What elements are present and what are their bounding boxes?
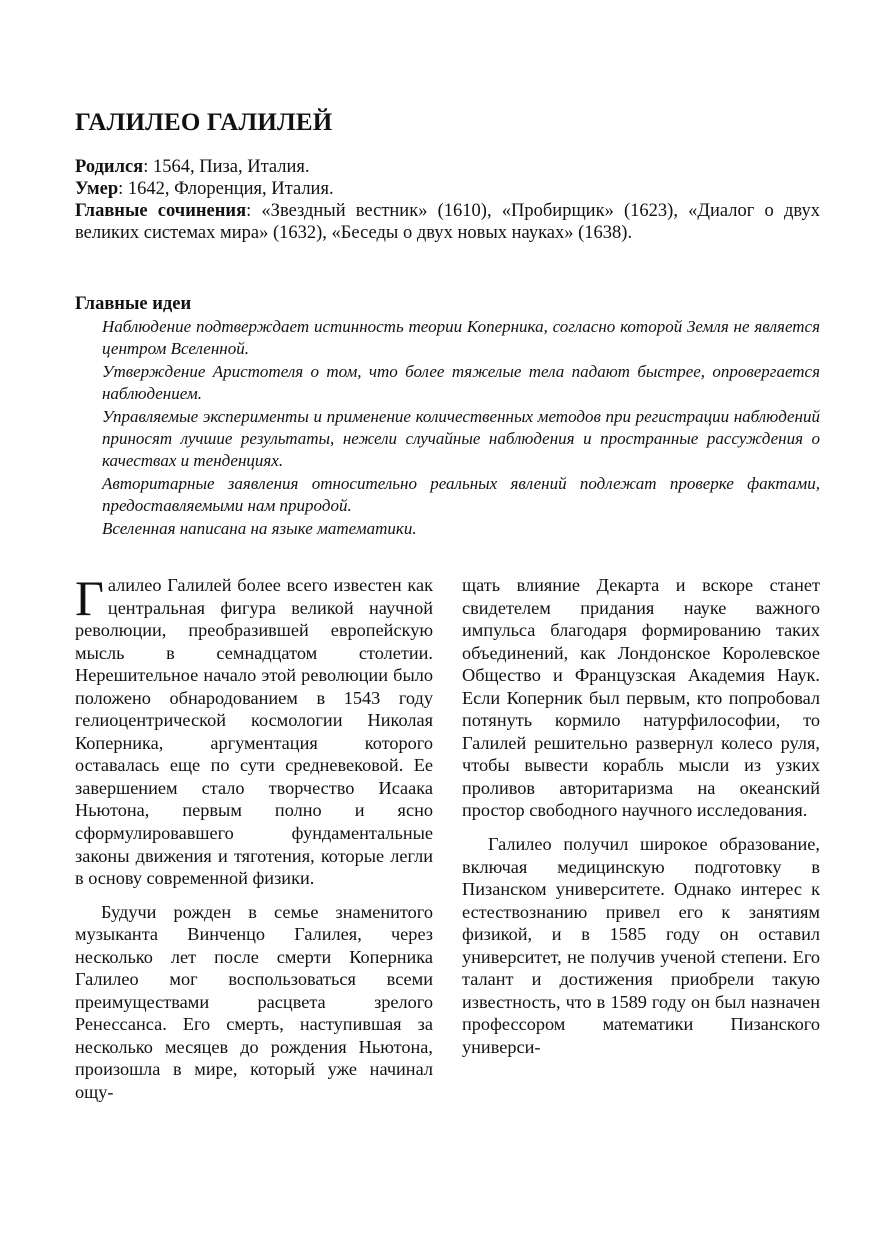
idea-item: Управляемые эксперименты и применение количественных методов при регистрации наблюдений приносят лучшие результаты, нежели случайные наблюдения и пространные рассуждения о качествах и тенденциях.	[102, 406, 820, 471]
died-label: Умер	[75, 179, 119, 199]
paragraph-intro	[75, 570, 433, 890]
works-label: Главные сочинения	[75, 201, 247, 221]
paragraph-birth: Будучи рожден в семье знаменитого музыканта Винченцо Галилея, через несколько лет после смерти Коперника Галилео мог воспользоваться всеми преимуществами расцвета зрелого Ренессанса. Его смерть, наступившая за несколько месяцев до рождения Ньютона, произошла в мире, который уже начинал ощу-	[75, 901, 433, 1103]
page-title: ГАЛИЛЕО ГАЛИЛЕЙ	[75, 109, 333, 136]
died-value: : 1642, Флоренция, Италия.	[118, 179, 334, 199]
paragraph-birth-continued: щать влияние Декарта и вскоре станет свидетелем придания науке важного импульса благодаря формированию таких объединений, как Лондонское Королевское Общество и Французская Академия Наук. Если Коперник был первым, кто попробовал потянуть кормило натурфилософии, то Галилей решительно развернул колесо руля, чтобы вывести корабль мысли из узких проливов авторитаризма на океанский простор свободного научного исследования.	[462, 575, 820, 821]
born-line	[75, 156, 820, 178]
idea-item: Утверждение Аристотеля о том, что более тяжелые тела падают быстрее, опровергается наблюдением.	[102, 361, 820, 404]
drop-cap: Г	[75, 570, 104, 626]
main-ideas-list	[102, 316, 820, 540]
idea-item: Вселенная написана на языке математики.	[102, 518, 417, 538]
text-column-left	[75, 570, 433, 1104]
died-line	[75, 178, 820, 200]
works-value: : «Звездный вестник» (1610), «Пробирщик» (1623), «Диалог о двух великих системах мира» (1632), «Беседы о двух новых науках» (1638).	[75, 201, 821, 243]
idea-item: Наблюдение подтверждает истинность теории Коперника, согласно которой Земля не является центром Вселенной.	[102, 317, 820, 359]
works-line	[75, 200, 820, 244]
idea-item: Авторитарные заявления относительно реальных явлений подлежат проверке фактами, предоставляемыми нам природой.	[102, 473, 820, 516]
paragraph-intro-text: алилео Галилей более всего известен как центральная фигура великой научной революции, преобразившей европейскую мысль в семнадцатом столетии. Нерешительное начало этой революции было положено обнародованием в 1543 году гелиоцентрической космологии Николая Коперника, аргументация которого оставалась еще по сути средневековой. Ее завершением стало творчество Исаака Ньютона, первым полно и ясно сформулировавшего фундаментальные законы движения и тяготения, которые легли в основу современной физики.	[75, 575, 433, 889]
paragraph-education: Галилео получил широкое образование, включая медицинскую подготовку в Пизанском университете. Однако интерес к естествознанию привел его к занятиям физикой, и в 1585 году он оставил университет, не получив ученой степени. Его талант и достижения приобрели такую известность, что в 1589 году он был назначен профессором математики Пизанского универси-	[462, 834, 820, 1057]
main-ideas-heading: Главные идеи	[75, 294, 192, 314]
biography-meta	[75, 156, 820, 244]
born-label: Родился	[75, 157, 144, 177]
text-column-right	[462, 574, 820, 1058]
born-value: : 1564, Пиза, Италия.	[143, 157, 310, 177]
